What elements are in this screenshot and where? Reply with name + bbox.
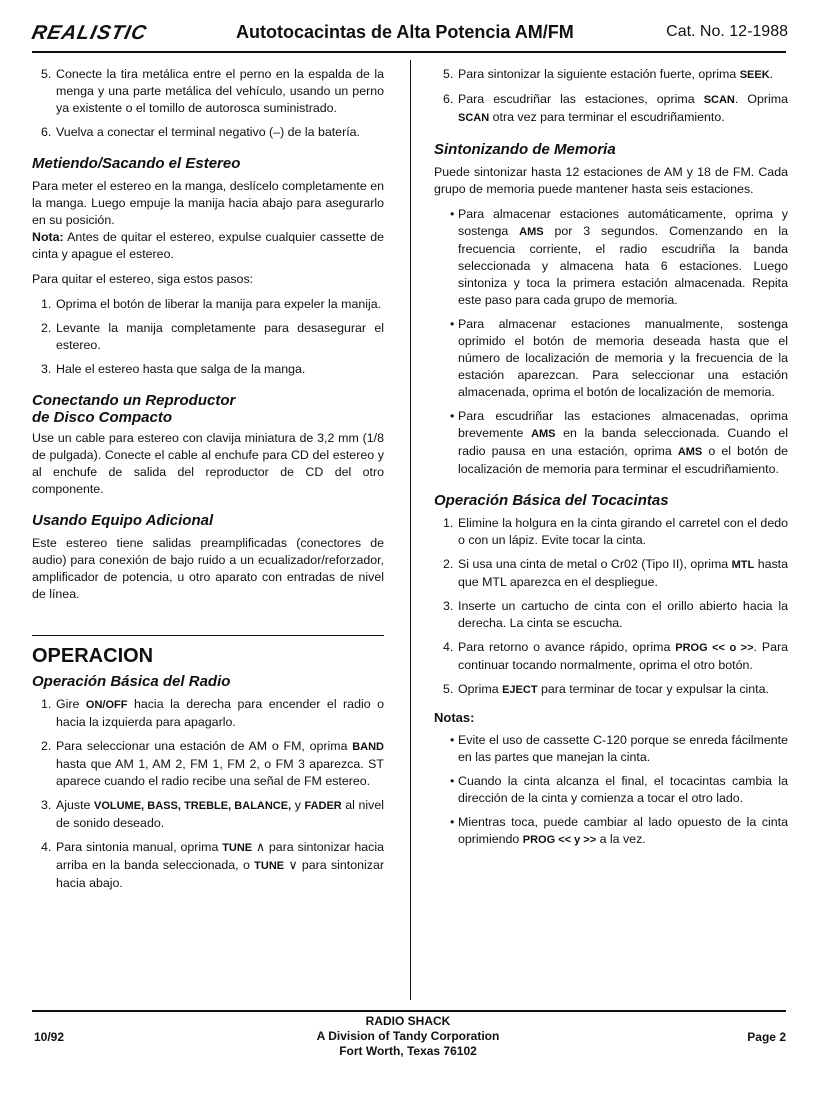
header-rule <box>32 51 786 53</box>
list-item: 6. Vuelva a conectar el terminal negativo (–) de la batería. <box>41 125 360 139</box>
list-item: 1. Oprima el botón de liberar la manija para expeler la manija. <box>41 297 382 311</box>
footer-date: 10/92 <box>34 1030 65 1044</box>
list-item: 5. Para sintonizar la siguiente estación fuerte, oprima SEEK. <box>443 67 774 81</box>
list-item: 4. Para sintonia manual, oprima TUNE ∧ para sintonizar hacia arriba en la banda seleccionada, o TUNE ∨ para sintonizar hacia abajo. <box>41 840 385 890</box>
list-item: 4. Para retorno o avance rápido, oprima PROG << o >>. Para continuar tocando normalmente, oprima el otro botón. <box>443 640 788 672</box>
list-item: • Para almacenar estaciones automáticamente, oprima y sostenga AMS por 3 segundos. Comenzando en la frecuencia corriente, el radio escudriña la banda seleccionada y almacena hata 6 estaciones. Luego sintoniza y toca la primera estación almacenada. Repita este paso para cada grupo de memoria. <box>450 207 788 307</box>
list-item: 3. Inserte un cartucho de cinta con el orillo abierto hacia la derecha. La cinta se escucha. <box>443 599 788 630</box>
list-item: • Cuando la cinta alcanza el final, el tocacintas cambia la dirección de la cinta y comienza a tocar el otro lado. <box>450 774 788 805</box>
list-item: 3. Ajuste VOLUME, BASS, TREBLE, BALANCE, y FADER al nivel de sonido deseado. <box>41 798 384 830</box>
list-item: • Para escudriñar las estaciones almacenadas, oprima brevemente AMS en la banda seleccionada. Cuando el radio pausa en una estación, oprima AMS o el botón de localización de memoria para terminar el escudriñamiento. <box>450 409 788 476</box>
list-item: 1. Gire ON/OFF hacia la derecha para encender el radio o hacia la izquierda para apagarlo. <box>41 697 384 729</box>
list-item: 6. Para escudriñar las estaciones, oprima SCAN. Oprima SCAN otra vez para terminar el escudriñamiento. <box>443 92 788 124</box>
catalog-number: Cat. No. 12-1988 <box>666 23 788 40</box>
list-item: 5. Oprima EJECT para terminar de tocar y expulsar la cinta. <box>443 682 769 696</box>
radio-steps <box>32 696 384 892</box>
section-heading: Operación Básica del Tocacintas <box>434 492 669 509</box>
page-number: Page 2 <box>747 1030 786 1044</box>
list-item: 1. Elimine la holgura en la cinta girando el carretel con el dedo o con un lápiz. Evite tocar la cinta. <box>443 516 788 547</box>
section-heading: Operación Básica del Radio <box>32 673 231 690</box>
realistic-logo: REALISTIC <box>29 22 150 44</box>
list-item: 2. Si usa una cinta de metal o Cr02 (Tipo II), oprima MTL hasta que MTL aparezca en el despliegue. <box>443 557 789 589</box>
left-column <box>32 66 384 900</box>
paragraph: Para meter el estereo en la manga, deslícelo completamente en la manga. Luego empuje la manija hacia abajo para asegurarlo en su posición. <box>32 179 384 227</box>
remove-steps <box>32 296 384 378</box>
section-heading: Metiendo/Sacando el Estereo <box>32 155 241 172</box>
footer-publisher: RADIO SHACK A Division of Tandy Corporation Fort Worth, Texas 76102 <box>316 1014 500 1058</box>
chapter-title: OPERACION <box>32 645 154 667</box>
section-heading: Conectando un Reproductor de Disco Compacto <box>32 392 236 426</box>
list-item: • Para almacenar estaciones manualmente, sostenga oprimido el botón de memoria deseada hasta que el número de localización de memoria y la frecuencia de la estación aparezcan. Para seleccionar una estación almacenada, oprima el botón de localización de memoria. <box>450 317 788 399</box>
tape-steps <box>434 515 788 699</box>
note: Nota: Antes de quitar el estereo, expulse cualquier cassette de cinta y apague el estereo. <box>32 230 384 261</box>
list-item: 2. Para seleccionar una estación de AM o FM, oprima BAND hasta que AM 1, AM 2, FM 1, FM 2, o FM 3 aparezca. ST aparece cuando el radio recibe una señal de FM estereo. <box>41 739 384 788</box>
paragraph: Puede sintonizar hasta 12 estaciones de AM y 18 de FM. Cada grupo de memoria puede mantener hasta seis estaciones. <box>434 165 788 196</box>
list-item: • Evite el uso de cassette C-120 porque se enreda fácilmente en las partes que manejan la cinta. <box>450 733 788 764</box>
section-rule <box>32 635 384 636</box>
section-heading: Sintonizando de Memoria <box>434 141 616 158</box>
page-title: Autotocacintas de Alta Potencia AM/FM <box>236 22 574 42</box>
radio-steps-continued <box>434 66 788 127</box>
footer-rule <box>32 1010 786 1012</box>
memory-bullets <box>434 206 788 478</box>
list-item: 2. Levante la manija completamente para desasegurar el estereo. <box>41 321 384 352</box>
paragraph: Para quitar el estereo, siga estos pasos: <box>32 272 254 286</box>
list-item: 3. Hale el estereo hasta que salga de la manga. <box>41 362 306 376</box>
notes-list <box>434 732 788 849</box>
notes-heading: Notas: <box>434 710 475 725</box>
list-item: 5. Conecte la tira metálica entre el perno en la espalda de la menga y una parte metálica del vehículo, usando un perno ya existente o el tomillo de autorosca suministrado. <box>41 67 384 115</box>
paragraph: Use un cable para estereo con clavija miniatura de 3,2 mm (1/8 de pulgada). Conecte el cable al enchufe para CD del estereo y al enchufe de salida del reproductor de CD del otro componente. <box>32 431 384 496</box>
paragraph: Este estereo tiene salidas preamplificadas (conectores de audio) para conexión de bajo ruido a un ecualizador/reforzador, amplificador de potencia, u otro aparato con entradas de nivel de línea. <box>32 536 384 601</box>
list-item: • Mientras toca, puede cambiar al lado opuesto de la cinta oprimiendo PROG << y >> a la vez. <box>450 815 788 846</box>
install-steps <box>32 66 384 141</box>
page-header <box>29 18 788 48</box>
right-column <box>434 66 788 857</box>
section-heading: Usando Equipo Adicional <box>32 512 214 529</box>
column-divider <box>410 60 411 1000</box>
